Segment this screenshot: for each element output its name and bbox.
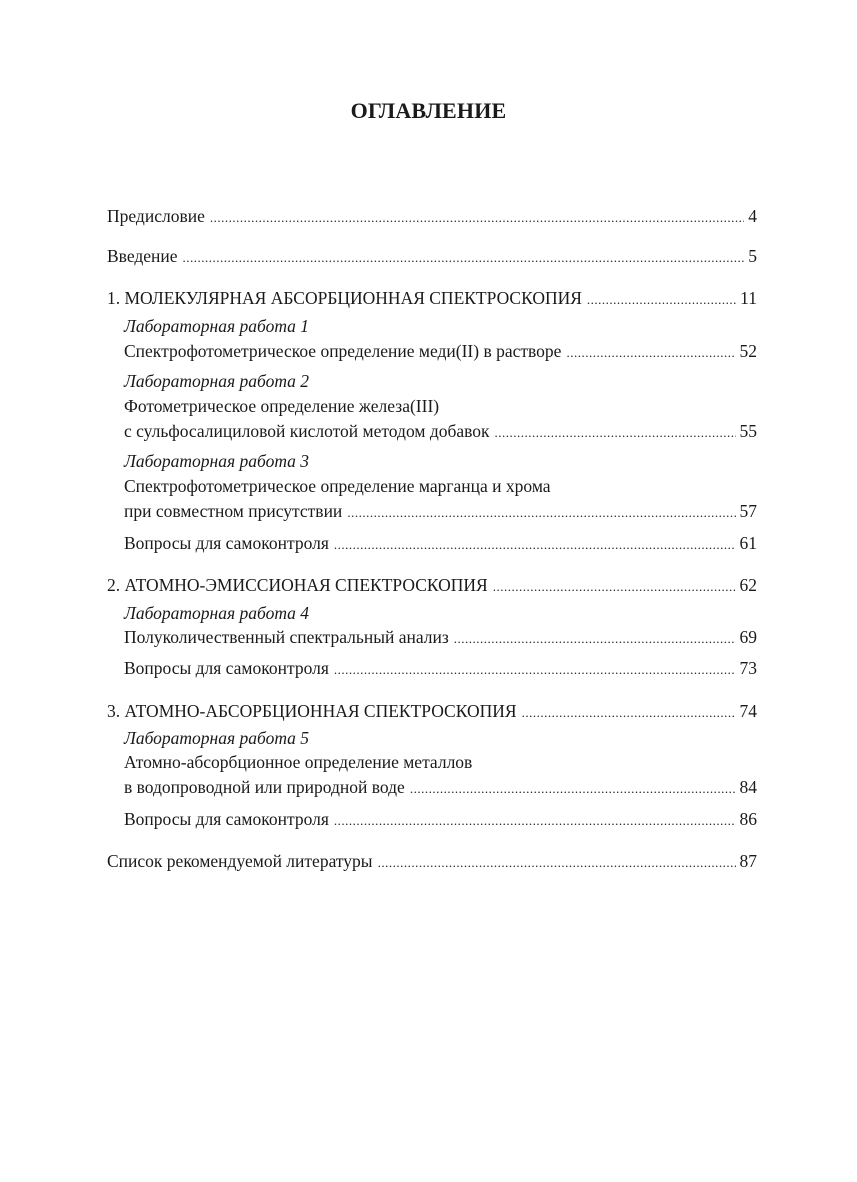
lab-work-title: Лабораторная работа 1: [124, 316, 310, 336]
toc-page-number: 4: [748, 206, 757, 226]
toc-entry-intro: [107, 245, 757, 269]
toc-entry-text: 2. АТОМНО-ЭМИССИОНАЯ СПЕКТРОСКОПИЯ: [107, 575, 488, 595]
toc-entry-text: Список рекомендуемой литературы: [107, 851, 373, 871]
toc-entry-text: Вопросы для самоконтроля: [124, 533, 329, 553]
leader-dots: [566, 342, 735, 364]
toc-entry-text: при совместном присутствии: [124, 501, 343, 521]
toc-page-number: 62: [739, 575, 757, 595]
toc-entry-lab2: [124, 420, 757, 444]
lab-work-title: Лабораторная работа 3: [124, 451, 310, 471]
toc-page-number: 11: [740, 288, 757, 308]
toc-page-number: 55: [739, 421, 757, 441]
toc-page-number: 57: [739, 501, 757, 521]
toc-entry-lab5: [124, 776, 757, 800]
toc-entry-lab3: [124, 500, 757, 524]
leader-dots: [378, 852, 736, 874]
toc-entry-questions-1: [124, 532, 757, 556]
toc-section-3: [107, 700, 757, 724]
toc-entry-line: Атомно-абсорбционное определение металлов: [124, 752, 473, 772]
toc-section-1: [107, 287, 757, 311]
toc-page-number: 73: [739, 658, 757, 678]
toc-page-number: 74: [739, 701, 757, 721]
toc-page-number: 69: [739, 627, 757, 647]
leader-dots: [410, 778, 736, 800]
toc-entry-lab1: [124, 340, 757, 364]
toc-page-number: 86: [739, 809, 757, 829]
lab-work-title: Лабораторная работа 4: [124, 603, 310, 623]
leader-dots: [334, 534, 736, 556]
leader-dots: [522, 702, 736, 724]
leader-dots: [347, 502, 735, 524]
toc-page-number: 61: [739, 533, 757, 553]
toc-entry-text: 1. МОЛЕКУЛЯРНАЯ АБСОРБЦИОННАЯ СПЕКТРОСКОПИЯ: [107, 288, 582, 308]
toc-section-2: [107, 574, 757, 598]
leader-dots: [587, 289, 736, 311]
leader-dots: [334, 659, 736, 681]
toc-entry-line: Фотометрическое определение железа(III): [124, 396, 440, 416]
leader-dots: [183, 247, 745, 269]
toc-entry-text: Спектрофотометрическое определение меди(II) в растворе: [124, 341, 562, 361]
toc-page-number: 5: [748, 246, 757, 266]
leader-dots: [495, 422, 736, 444]
toc-page-number: 52: [739, 341, 757, 361]
toc-entry-text: в водопроводной или природной воде: [124, 777, 405, 797]
toc-entry-text: Вопросы для самоконтроля: [124, 658, 329, 678]
toc-entry-text: Вопросы для самоконтроля: [124, 809, 329, 829]
toc-entry-preface: [107, 205, 757, 229]
lab-work-title: Лабораторная работа 5: [124, 728, 310, 748]
toc-entry-text: с сульфосалициловой кислотой методом добавок: [124, 421, 490, 441]
toc-entry-text: Предисловие: [107, 206, 205, 226]
toc-entry-lab4: [124, 626, 757, 650]
toc-entry-references: [107, 850, 757, 874]
leader-dots: [210, 207, 744, 229]
lab-work-title: Лабораторная работа 2: [124, 371, 310, 391]
toc-page-number: 84: [739, 777, 757, 797]
toc-entry-text: Полуколичественный спектральный анализ: [124, 627, 449, 647]
toc-entry-text: 3. АТОМНО-АБСОРБЦИОННАЯ СПЕКТРОСКОПИЯ: [107, 701, 517, 721]
page-title: ОГЛАВЛЕНИЕ: [350, 98, 507, 123]
toc-entry-line: Спектрофотометрическое определение марганца и хрома: [124, 476, 551, 496]
toc-entry-questions-3: [124, 808, 757, 832]
toc-entry-questions-2: [124, 657, 757, 681]
toc-page-number: 87: [739, 851, 757, 871]
leader-dots: [493, 576, 736, 598]
leader-dots: [334, 810, 736, 832]
toc-entry-text: Введение: [107, 246, 178, 266]
leader-dots: [454, 628, 736, 650]
